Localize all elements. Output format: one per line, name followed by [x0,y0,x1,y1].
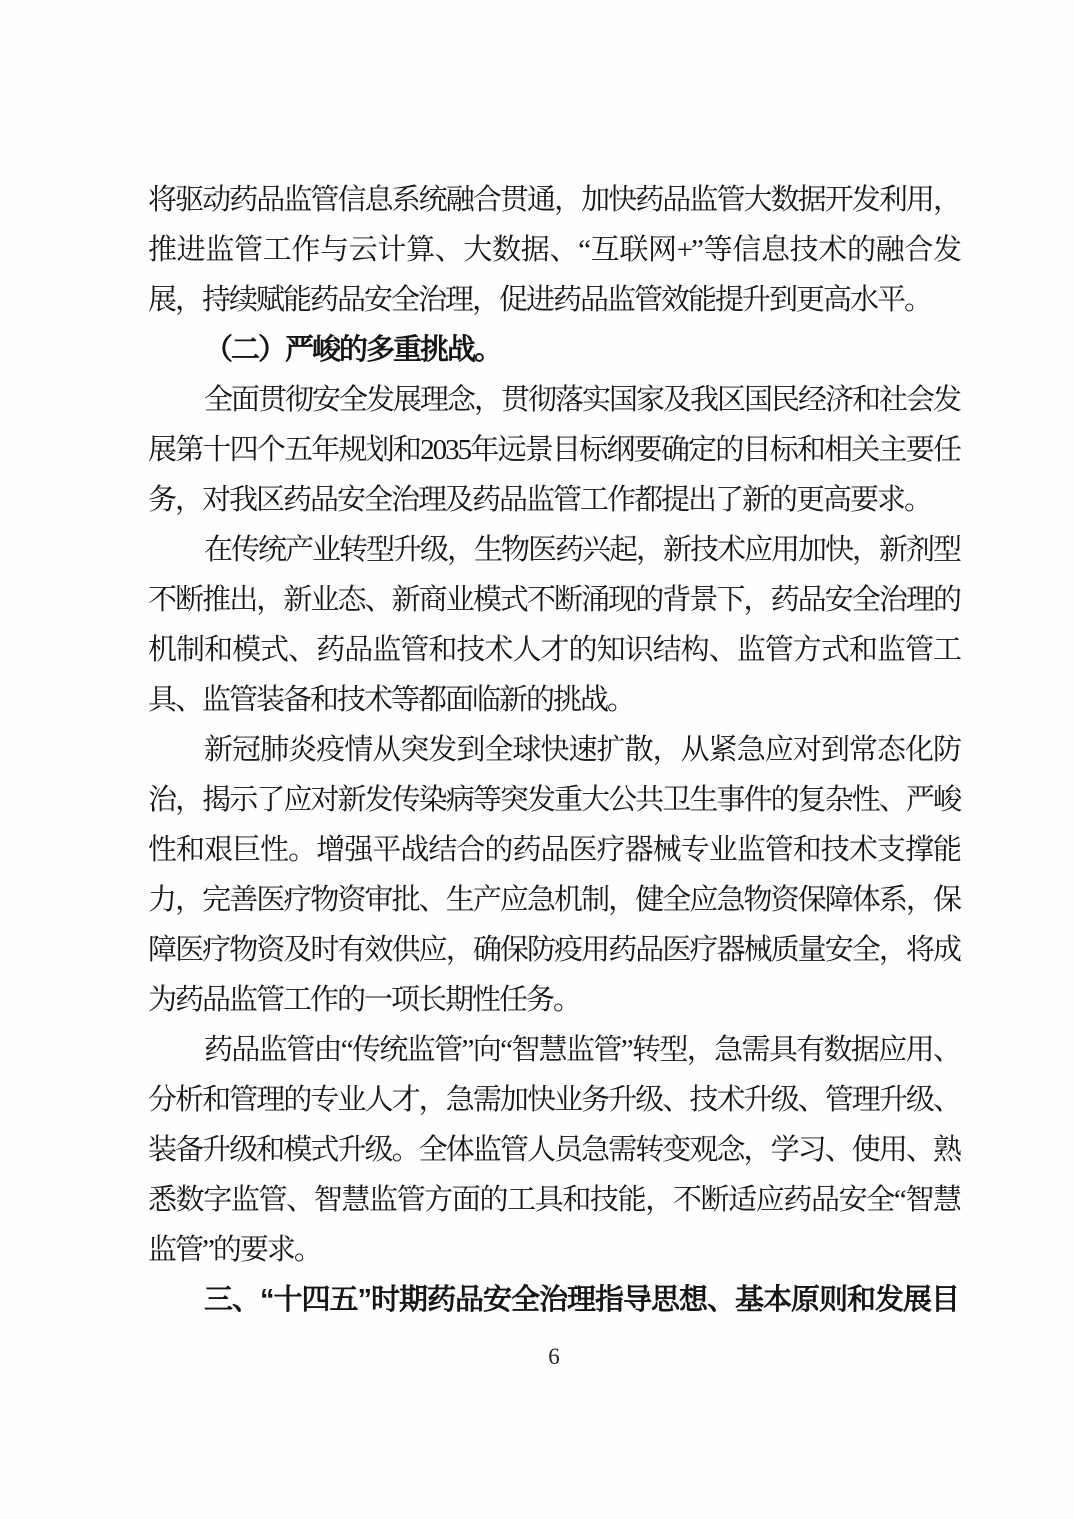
paragraph: 在传统产业转型升级，生物医药兴起，新技术应用加快，新剂型不断推出，新业态、新商业模式不断涌现的背景下，药品安全治理的机制和模式、药品监管和技术人才的知识结构、监管方式和监管工具、监管装备和技术等都面临新的挑战。 [148,534,961,716]
document-body [148,175,960,1325]
chapter-heading: 三、“十四五”时期药品安全治理指导思想、基本原则和发展目 [204,1284,960,1316]
paragraph: 药品监管由“传统监管”向“智慧监管”转型，急需具有数据应用、分析和管理的专业人才，急需加快业务升级、技术升级、管理升级、装备升级和模式升级。全体监管人员急需转变观念，学习、使用、熟悉数字监管、智慧监管方面的工具和技能，不断适应药品安全“智慧监管”的要求。 [148,1034,960,1266]
paragraph: 全面贯彻安全发展理念，贯彻落实国家及我区国民经济和社会发展第十四个五年规划和2035年远景目标纲要确定的目标和相关主要任务，对我区药品安全治理及药品监管工作都提出了新的更高要求。 [148,384,961,516]
paragraph-continuation: 将驱动药品监管信息系统融合贯通，加快药品监管大数据开发利用，推进监管工作与云计算、大数据、“互联网+”等信息技术的融合发展，持续赋能药品安全治理，促进药品监管效能提升到更高水平。 [148,184,960,316]
subsection-heading: （二）严峻的多重挑战。 [204,334,502,366]
paragraph: 新冠肺炎疫情从突发到全球快速扩散，从紧急应对到常态化防治，揭示了应对新发传染病等突发重大公共卫生事件的复杂性、严峻性和艰巨性。增强平战结合的药品医疗器械专业监管和技术支撑能力，完善医疗物资审批、生产应急机制，健全应急物资保障体系，保障医疗物资及时有效供应，确保防疫用药品医疗器械质量安全，将成为药品监管工作的一项长期性任务。 [148,734,960,1016]
page-number: 6 [548,1344,560,1369]
